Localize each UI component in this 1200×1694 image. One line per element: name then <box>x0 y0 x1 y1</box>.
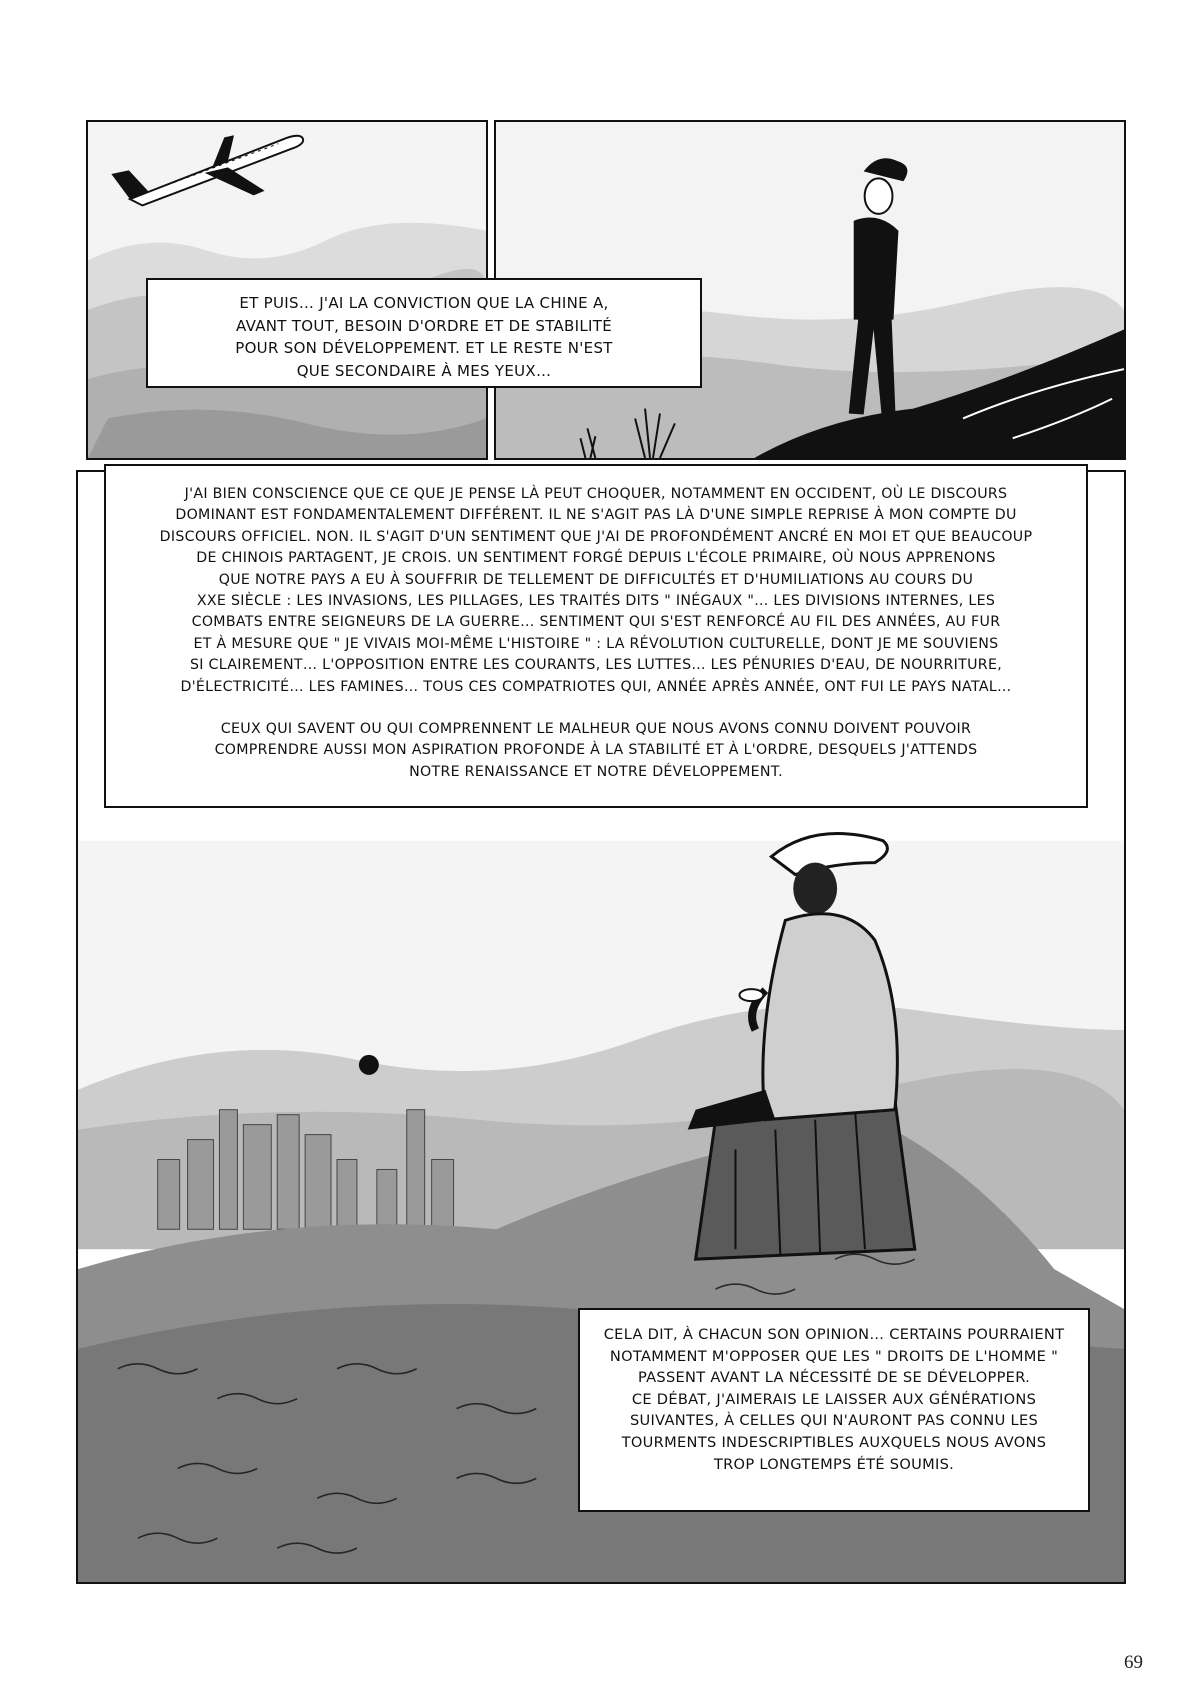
caption-paragraph-1: J'AI BIEN CONSCIENCE QUE CE QUE JE PENSE LÀ PEUT CHOQUER, NOTAMMENT EN OCCIDENT, OÙ LE DISCOURS DOMINANT EST FONDAMENTALEMENT DIFFÉRENT. IL NE S'AGIT PAS LÀ D'UNE SIMPLE REPRISE À MON COMPTE DU DISCOURS OFFICIEL. NON. IL S'AGIT D'UN SENTIMENT QUE J'AI DE PROFONDÉMENT ANCRÉ EN MOI ET QUE BEAUCOUP DE CHINOIS PARTAGENT, JE CROIS. UN SENTIMENT FORGÉ DEPUIS L'ÉCOLE PRIMAIRE, OÙ NOUS APPRENONS QUE NOTRE PAYS A EU À SOUFFRIR DE TELLEMENT DE DIFFICULTÉS ET D'HUMILIATIONS AU COURS DU XXE SIÈCLE : LES INVASIONS, LES PILLAGES, LES TRAITÉS DITS " INÉGAUX "… LES DIVISIONS INTERNES, LES COMBATS ENTRE SEIGNEURS DE LA GUERRE… SENTIMENT QUI S'EST RENFORCÉ AU FIL DES ANNÉES, AU FUR ET À MESURE QUE " JE VIVAIS MOI-MÊME L'HISTOIRE " : LA RÉVOLUTION CULTURELLE, DONT JE ME SOUVIENS SI CLAIREMENT… L'OPPOSITION ENTRE LES COURANTS, LES LUTTES… LES PÉNURIES D'EAU, DE NOURRITURE, D'ÉLECTRICITÉ… LES FAMINES… TOUS CES COMPATRIOTES QUI, ANNÉE APRÈS ANNÉE, ONT FUI LE PAYS NATAL… <box>159 486 1033 695</box>
caption-paragraph-2: CEUX QUI SAVENT OU QUI COMPRENNENT LE MALHEUR QUE NOUS AVONS CONNU DOIVENT POUVOIR COMPRENDRE AUSSI MON ASPIRATION PROFONDE À LA STABILITÉ ET À L'ORDRE, DESQUELS J'ATTENDS NOTRE RENAISSANCE ET NOTRE DÉVELOPPEMENT. <box>214 721 978 780</box>
caption-text: ET PUIS… J'AI LA CONVICTION QUE LA CHINE A, AVANT TOUT, BESOIN D'ORDRE ET DE STABILITÉ POUR SON DÉVELOPPEMENT. ET LE RESTE N'EST QUE SECONDAIRE À MES YEUX… <box>235 294 613 380</box>
caption-box-middle <box>104 464 1088 808</box>
page-number: 69 <box>1124 1652 1143 1673</box>
caption-text: CELA DIT, À CHACUN SON OPINION… CERTAINS POURRAIENT NOTAMMENT M'OPPOSER QUE LES " DROITS DE L'HOMME " PASSENT AVANT LA NÉCESSITÉ DE SE DÉVELOPPER. CE DÉBAT, J'AIMERAIS LE LAISSER AUX GÉNÉRATIONS SUIVANTES, À CELLES QUI N'AURONT PAS CONNU LES TOURMENTS INDESCRIPTIBLES AUXQUELS NOUS AVONS TROP LONGTEMPS ÉTÉ SOUMIS. <box>603 1326 1065 1473</box>
caption-box-bottom <box>578 1308 1090 1512</box>
sun-disc <box>359 1055 379 1075</box>
caption-box-top <box>146 278 702 388</box>
